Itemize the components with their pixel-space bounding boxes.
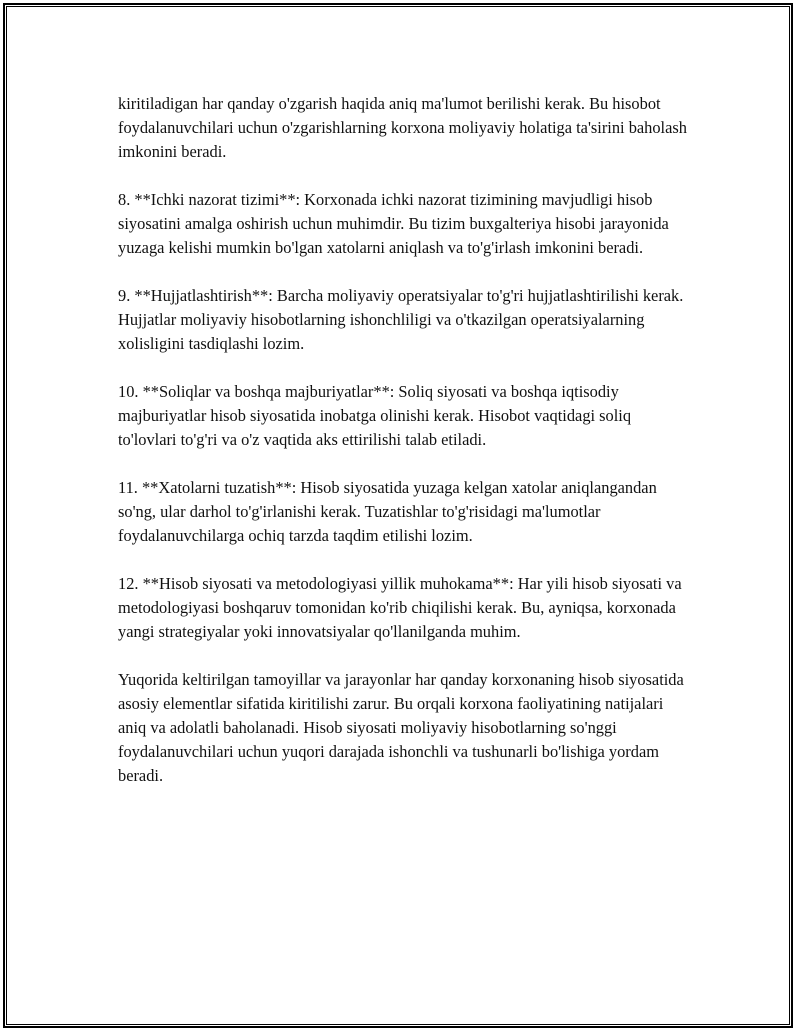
document-body: [118, 92, 688, 788]
paragraph-error-correction: 11. **Xatolarni tuzatish**: Hisob siyosatida yuzaga kelgan xatolar aniqlangandan so'ng, ular darhol to'g'irlanishi kerak. Tuzatishlar to'g'risidagi ma'lumotlar foydalanuvchilarga ochiq tarzda taqdim etilishi lozim.: [118, 478, 657, 545]
paragraph-documentation: 9. **Hujjatlashtirish**: Barcha moliyaviy operatsiyalar to'g'ri hujjatlashtirilishi kerak. Hujjatlar moliyaviy hisobotlarning ishonchliligi va o'tkazilgan operatsiyalarning xolisligini tasdiqlashi lozim.: [118, 286, 684, 353]
paragraph-continuation: kiritiladigan har qanday o'zgarish haqida aniq ma'lumot berilishi kerak. Bu hisobot foydalanuvchilari uchun o'zgarishlarning korxona moliyaviy holatiga ta'sirini baholash imkonini beradi.: [118, 94, 687, 161]
paragraph-internal-control: 8. **Ichki nazorat tizimi**: Korxonada ichki nazorat tizimining mavjudligi hisob siyosatini amalga oshirish uchun muhimdir. Bu tizim buxgalteriya hisobi jarayonida yuzaga kelishi mumkin bo'lgan xatolarni aniqlash va to'g'irlash imkonini beradi.: [118, 190, 669, 257]
paragraph-annual-review: 12. **Hisob siyosati va metodologiyasi yillik muhokama**: Har yili hisob siyosati va metodologiyasi boshqaruv tomonidan ko'rib chiqilishi kerak. Bu, ayniqsa, korxonada yangi strategiyalar yoki innovatsiyalar qo'llanilganda muhim.: [118, 574, 682, 641]
paragraph-conclusion: Yuqorida keltirilgan tamoyillar va jarayonlar har qanday korxonaning hisob siyosatida asosiy elementlar sifatida kiritilishi zarur. Bu orqali korxona faoliyatining natijalari aniq va adolatli baholanadi. Hisob siyosati moliyaviy hisobotlarning so'nggi foydalanuvchilari uchun yuqori darajada ishonchli va tushunarli bo'lishiga yordam beradi.: [118, 670, 684, 785]
paragraph-taxes: 10. **Soliqlar va boshqa majburiyatlar**: Soliq siyosati va boshqa iqtisodiy majburiyatlar hisob siyosatida inobatga olinishi kerak. Hisobot vaqtidagi soliq to'lovlari to'g'ri va o'z vaqtida aks ettirilishi talab etiladi.: [118, 382, 632, 449]
